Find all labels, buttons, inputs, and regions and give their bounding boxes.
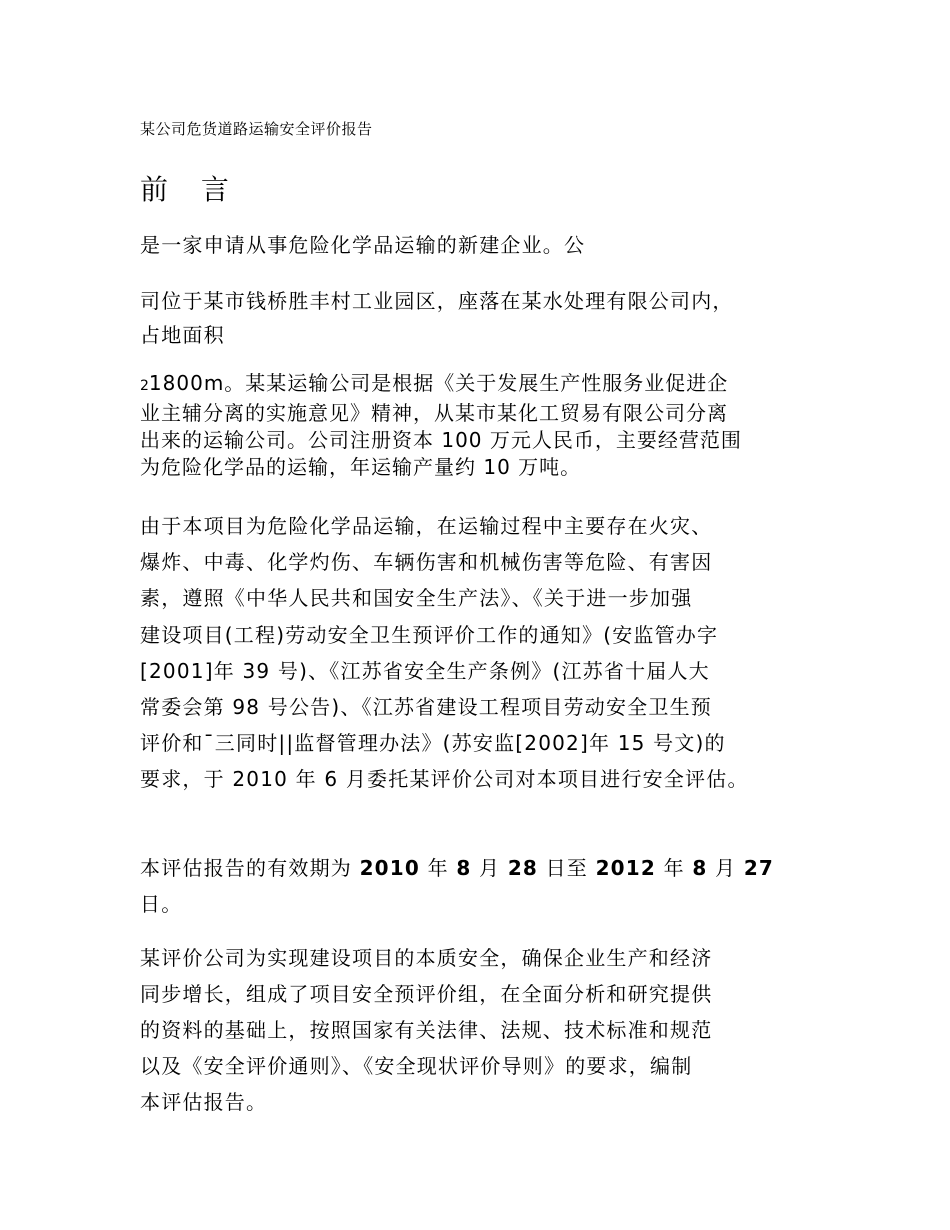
paragraph-intro: 是一家申请从事危险化学品运输的新建企业。公 [140, 233, 586, 257]
validity-text: 日。 [140, 892, 183, 916]
document-header-title: 某公司危货道路运输安全评价报告 [140, 120, 373, 138]
paragraph-company-info [140, 370, 820, 481]
paragraph-regulations: 由于本项目为危险化学品运输，在运输过程中主要存在火灾、 爆炸、中毒、化学灼伤、车辆伤害和机械伤害等危险、有害因 素，遵照《中华人民共和国安全生产法》、《关于进一步加强 建设项目(工程)劳动安全卫生预评价工作的通知》(安监管办字 [2001]年 39 号)、《江苏省安全生产条例》(江苏省十届人大 常委会第 98 号公告)、《江苏省建设工程项目劳动安全卫生预 评价和¯三同时||监督管理办法》(苏安监[2002]年 15 号文)的 要求，于 2010 年 6 月委托某评价公司对本项目进行安全评估。 [140, 514, 749, 792]
validity-text: 年 [656, 856, 693, 880]
validity-text: 本评估报告的有效期为 [140, 856, 360, 880]
validity-start-day: 28 [507, 856, 539, 880]
validity-end-year: 2012 [595, 856, 657, 880]
validity-text: 月 [471, 856, 508, 880]
validity-text: 日至 [538, 856, 596, 880]
paragraph-validity [140, 850, 820, 922]
validity-end-month: 8 [692, 856, 708, 880]
validity-start-month: 8 [456, 856, 472, 880]
area-superscript: 2 [140, 378, 149, 394]
company-info-text: 1800m。某某运输公司是根据《关于发展生产性服务业促进企 业主辅分离的实施意见》精神，从某市某化工贸易有限公司分离 出来的运输公司。公司注册资本 100 万元人民币，主要经营范围 为危险化学品的运输，年运输产量约 10 万吨。 [140, 371, 742, 479]
validity-text: 年 [420, 856, 457, 880]
paragraph-evaluation-team: 某评价公司为实现建设项目的本质安全，确保企业生产和经济 同步增长，组成了项目安全预评价组，在全面分析和研究提供 的资料的基础上，按照国家有关法律、法规、技术标准和规范 以及《安全评价通则》、《安全现状评价导则》的要求，编制 本评估报告。 [140, 946, 713, 1114]
paragraph-location: 司位于某市钱桥胜丰村工业园区，座落在某水处理有限公司内， 占地面积 [140, 289, 734, 347]
validity-start-year: 2010 [359, 856, 421, 880]
validity-text: 月 [707, 856, 744, 880]
validity-end-day: 27 [743, 856, 775, 880]
preface-heading: 前 言 [140, 173, 241, 206]
